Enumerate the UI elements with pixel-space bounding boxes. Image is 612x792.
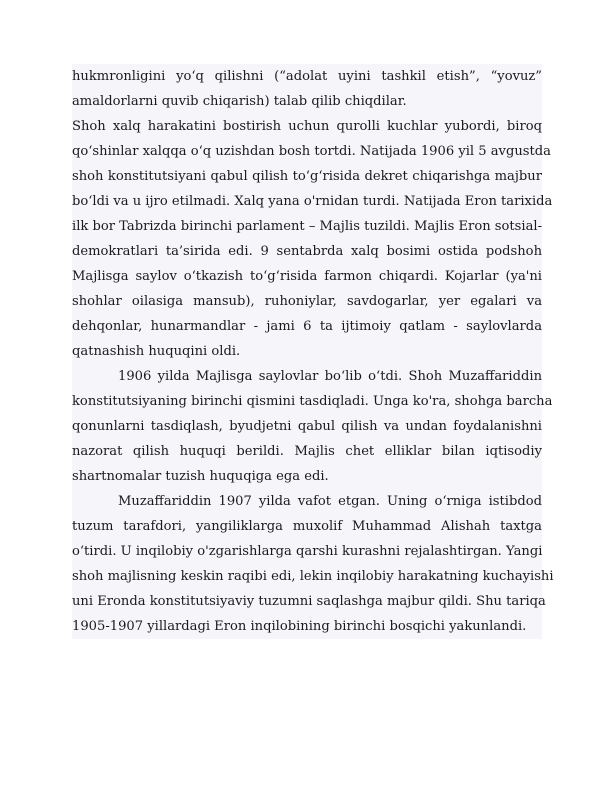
text-line: tuzum tarafdori, yangiliklarga muxolif Muhammad Alishah taxtga <box>72 514 542 539</box>
text-line: uni Eronda konstitutsiyaviy tuzumni saqlashga majbur qildi. Shu tariqa <box>72 589 542 614</box>
text-line: dehqonlar, hunarmandlar - jami 6 ta ijtimoiy qatlam - saylovlarda <box>72 314 542 339</box>
text-line: o‘tirdi. U inqilobiy o'zgarishlarga qarshi kurashni rejalashtirgan. Yangi <box>72 539 542 564</box>
text-line: amaldorlarni quvib chiqarish) talab qilib chiqdilar. <box>72 89 542 114</box>
text-line: konstitutsiyaning birinchi qismini tasdiqladi. Unga ko'ra, shohga barcha <box>72 389 542 414</box>
text-line: qo‘shinlar xalqqa o‘q uzishdan bosh tortdi. Natijada 1906 yil 5 avgustda <box>72 139 542 164</box>
text-line: shohlar oilasiga mansub), ruhoniylar, savdogarlar, yer egalari va <box>72 289 542 314</box>
text-line: qonunlarni tasdiqlash, byudjetni qabul qilish va undan foydalanishni <box>72 414 542 439</box>
text-line: Majlisga saylov o‘tkazish to‘g‘risida farmon chiqardi. Kojarlar (ya'ni <box>72 264 542 289</box>
text-line: qatnashish huquqini oldi. <box>72 339 542 364</box>
text-line: demokratlari ta’sirida edi. 9 sentabrda xalq bosimi ostida podshoh <box>72 239 542 264</box>
text-line: Shoh xalq harakatini bostirish uchun qurolli kuchlar yubordi, biroq <box>72 114 542 139</box>
text-line: 1906 yilda Majlisga saylovlar bo‘lib o‘tdi. Shoh Muzaffariddin <box>72 364 542 389</box>
text-line: hukmronligini yo‘q qilishni (“adolat uyini tashkil etish”, “yovuz” <box>72 64 542 89</box>
text-line: shoh majlisning keskin raqibi edi, lekin inqilobiy harakatning kuchayishi <box>72 564 542 589</box>
text-line: Muzaffariddin 1907 yilda vafot etgan. Uning o‘rniga istibdod <box>72 489 542 514</box>
text-line: 1905-1907 yillardagi Eron inqilobining birinchi bosqichi yakunlandi. <box>72 614 542 639</box>
text-line: nazorat qilish huquqi berildi. Majlis chet elliklar bilan iqtisodiy <box>72 439 542 464</box>
text-line: ilk bor Tabrizda birinchi parlament – Majlis tuzildi. Majlis Eron sotsial- <box>72 214 542 239</box>
text-line: shoh konstitutsiyani qabul qilish to‘g‘risida dekret chiqarishga majbur <box>72 164 542 189</box>
text-line: shartnomalar tuzish huquqiga ega edi. <box>72 464 542 489</box>
text-line: bo‘ldi va u ijro etilmadi. Xalq yana o'rnidan turdi. Natijada Eron tarixida <box>72 189 542 214</box>
document-body <box>72 64 554 639</box>
